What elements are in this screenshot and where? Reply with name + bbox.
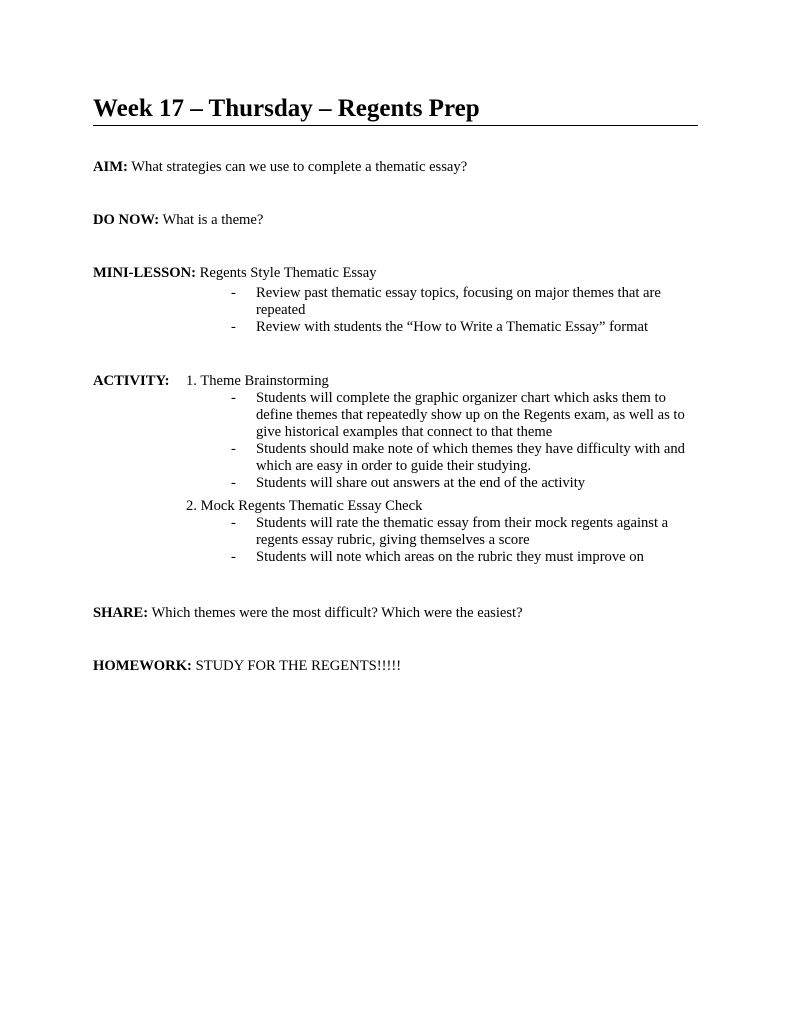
aim-section: [93, 159, 467, 176]
do-now-section: [93, 212, 263, 229]
mini-lesson-bullets: [231, 285, 701, 336]
do-now-label: DO NOW:: [93, 212, 160, 228]
mini-lesson-text: Regents Style Thematic Essay: [199, 265, 377, 281]
bullet-dash: -: [231, 441, 236, 457]
bullet-dash: -: [231, 319, 236, 335]
list-item: [231, 475, 701, 492]
list-item: [231, 549, 701, 566]
bullet-dash: -: [231, 515, 236, 531]
list-item: [231, 390, 701, 441]
list-item: [231, 441, 701, 475]
bullet-text: Students will complete the graphic organizer chart which asks them to define themes that repeatedly show up on the Regents exam, as well as to give historical examples that connect to that theme: [256, 390, 685, 440]
homework-label: HOMEWORK:: [93, 658, 192, 674]
homework-section: [93, 658, 401, 675]
aim-label: AIM:: [93, 159, 128, 175]
activity-part-2-heading: 2. Mock Regents Thematic Essay Check: [186, 498, 423, 514]
bullet-text: Students will note which areas on the rubric they must improve on: [256, 549, 644, 565]
bullet-dash: -: [231, 285, 236, 301]
bullet-text: Review past thematic essay topics, focusing on major themes that are repeated: [256, 285, 661, 318]
share-section: [93, 605, 523, 622]
page-title: Week 17 – Thursday – Regents Prep: [93, 93, 698, 126]
do-now-text: What is a theme?: [162, 212, 264, 228]
activity-part-1-heading: 1. Theme Brainstorming: [186, 373, 329, 389]
mini-lesson-label: MINI-LESSON:: [93, 265, 196, 281]
bullet-text: Students will rate the thematic essay from their mock regents against a regents essay rubric, giving themselves a score: [256, 515, 669, 548]
bullet-text: Students should make note of which themes they have difficulty with and which are easy in order to guide their studying.: [256, 441, 685, 474]
mini-lesson-section: [93, 265, 377, 282]
bullet-dash: -: [231, 475, 236, 491]
activity-section: [93, 373, 170, 390]
bullet-dash: -: [231, 549, 236, 565]
activity-part-1-bullets: [231, 390, 701, 492]
share-label: SHARE:: [93, 605, 149, 621]
share-text: Which themes were the most difficult? Which were the easiest?: [151, 605, 523, 621]
aim-text: What strategies can we use to complete a thematic essay?: [131, 159, 468, 175]
bullet-dash: -: [231, 390, 236, 406]
activity-label: ACTIVITY:: [93, 373, 170, 389]
bullet-text: Review with students the “How to Write a Thematic Essay” format: [256, 319, 648, 335]
list-item: [231, 515, 701, 549]
list-item: [231, 285, 701, 319]
bullet-text: Students will share out answers at the end of the activity: [256, 475, 586, 491]
homework-text: STUDY FOR THE REGENTS!!!!!: [195, 658, 402, 674]
list-item: [231, 319, 701, 336]
activity-part-2-bullets: [231, 515, 701, 566]
